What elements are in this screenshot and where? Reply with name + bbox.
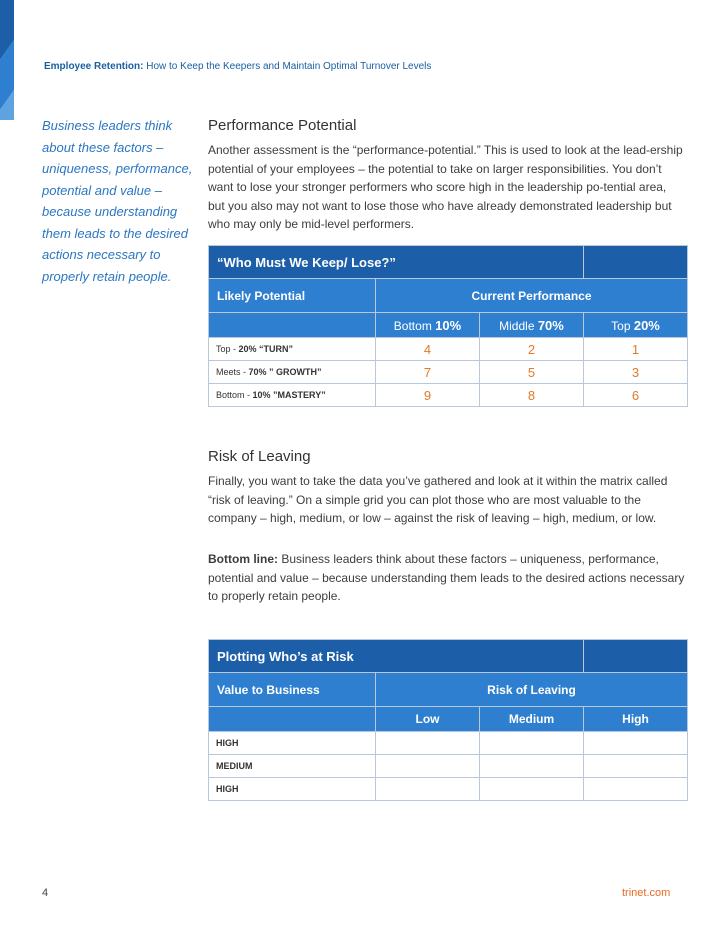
risk-table: [208, 639, 688, 801]
risk-section-title: Risk of Leaving: [208, 448, 311, 465]
risk-col-medium: Medium: [480, 707, 584, 732]
keep-row-label: Meets - 70% ” GROWTH”: [209, 361, 376, 384]
keep-table-col-bottom: Bottom 10%: [376, 313, 480, 338]
risk-cell: [584, 732, 688, 755]
risk-cell: [480, 755, 584, 778]
keep-cell: 6: [584, 384, 688, 407]
bottom-line-text: Business leaders think about these factors – uniqueness, performance, potential and value – because understanding them leads to the desired actions necessary to properly retain people.: [208, 552, 685, 603]
header-subtitle: How to Keep the Keepers and Maintain Optimal Turnover Levels: [146, 61, 432, 72]
keep-table-col-top: Top 20%: [584, 313, 688, 338]
risk-table-row-header: Value to Business: [209, 673, 376, 707]
performance-body: Another assessment is the “performance-potential.” This is used to look at the lead-ership potential of your employees – the potential to take on larger responsibilities. You don’t want to lose your stronger performers who score high in the leadership po-tential area, but you also may not want to lose those who have already demonstrated leadership but who may only be mid-level performers.: [208, 143, 683, 231]
risk-cell: [584, 755, 688, 778]
risk-table-row: [209, 755, 688, 778]
keep-cell: 1: [584, 338, 688, 361]
risk-cell: [480, 732, 584, 755]
pullquote: Business leaders think about these factors – uniqueness, performance, potential and value – because understanding them leads to the desired actions necessary to properly retain people.: [42, 118, 193, 284]
keep-table-col-header: Current Performance: [376, 279, 688, 313]
keep-table-title-row: [209, 246, 688, 279]
keep-table-subheader-row: [209, 313, 688, 338]
keep-table-sub-empty: [209, 313, 376, 338]
risk-table-title: Plotting Who’s at Risk: [209, 640, 584, 673]
risk-body: Finally, you want to take the data you’ve gathered and look at it within the matrix called “risk of leaving.” On a simple grid you can plot those who are most valuable to the company – high, medium, or low – against the risk of leaving – high, medium, or low.: [208, 474, 668, 525]
risk-row-label: MEDIUM: [209, 755, 376, 778]
keep-lose-table: [208, 245, 688, 407]
keep-table-row: [209, 384, 688, 407]
risk-row-label: HIGH: [209, 778, 376, 801]
risk-table-title-cell-empty: [584, 640, 688, 673]
risk-table-row: [209, 732, 688, 755]
header-bold-label: Employee Retention:: [44, 61, 144, 72]
keep-cell: 4: [376, 338, 480, 361]
risk-cell: [376, 732, 480, 755]
risk-cell: [376, 778, 480, 801]
risk-col-high: High: [584, 707, 688, 732]
bottom-line-label: Bottom line:: [208, 552, 278, 566]
keep-table-title-cell-empty: [584, 246, 688, 279]
page-header: [44, 61, 431, 72]
risk-col-low: Low: [376, 707, 480, 732]
keep-table-row: [209, 361, 688, 384]
keep-table-row: [209, 338, 688, 361]
bottom-line-paragraph: [208, 550, 686, 606]
risk-cell: [584, 778, 688, 801]
keep-row-label: Top - 20% “TURN”: [209, 338, 376, 361]
risk-table-row: [209, 778, 688, 801]
keep-cell: 3: [584, 361, 688, 384]
risk-cell: [480, 778, 584, 801]
page-number: 4: [42, 887, 49, 899]
risk-table-subheader-row: [209, 707, 688, 732]
risk-table-header-row: [209, 673, 688, 707]
keep-table-header-row: [209, 279, 688, 313]
keep-cell: 7: [376, 361, 480, 384]
keep-cell: 2: [480, 338, 584, 361]
risk-table-col-header: Risk of Leaving: [376, 673, 688, 707]
keep-cell: 9: [376, 384, 480, 407]
performance-section-title: Performance Potential: [208, 117, 357, 134]
keep-table-row-header: Likely Potential: [209, 279, 376, 313]
keep-cell: 8: [480, 384, 584, 407]
keep-row-label: Bottom - 10% ”MASTERY”: [209, 384, 376, 407]
corner-accent-graphic: [0, 0, 14, 120]
risk-table-sub-empty: [209, 707, 376, 732]
keep-table-title: “Who Must We Keep/ Lose?”: [209, 246, 584, 279]
site-link[interactable]: trinet.com: [622, 887, 671, 899]
risk-table-title-row: [209, 640, 688, 673]
keep-table-col-middle: Middle 70%: [480, 313, 584, 338]
risk-cell: [376, 755, 480, 778]
keep-cell: 5: [480, 361, 584, 384]
risk-row-label: HIGH: [209, 732, 376, 755]
